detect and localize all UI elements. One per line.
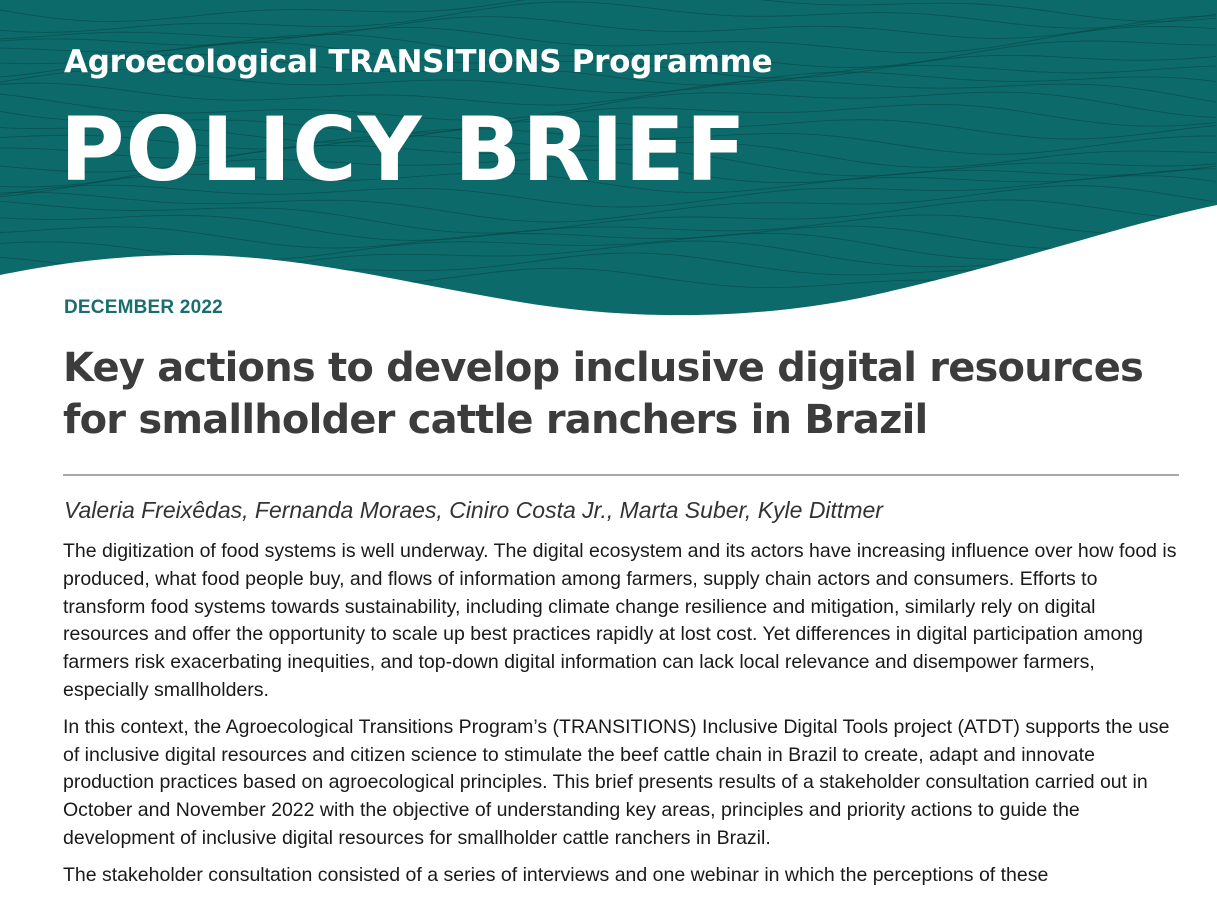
body-paragraph-2: In this context, the Agroecological Transitions Program’s (TRANSITIONS) Inclusive Digital Tools project (ATDT) supports the use of inclusive digital resources and citizen science to stimulate the beef cattle chain in Brazil to create, adapt and innovate production practices based on agroecological principles. This brief presents results of a stakeholder consultation carried out in October and November 2022 with the objective of understanding key areas, principles and priority actions to guide the development of inclusive digital resources for smallholder cattle ranchers in Brazil. (63, 715, 1170, 849)
divider (63, 474, 1179, 476)
policy-brief-title: POLICY BRIEF (60, 98, 747, 201)
publication-date: DECEMBER 2022 (64, 297, 223, 318)
body-paragraph-1: The digitization of food systems is well underway. The digital ecosystem and its actors have increasing influence over how food is produced, what food people buy, and flows of information among farmers, supply chain actors and consumers. Efforts to transform food systems towards sustainability, including climate change resilience and mitigation, similarly rely on digital resources and offer the opportunity to scale up best practices rapidly at lost cost. Yet differences in digital participation among farmers risk exacerbating inequities, and top-down digital information can lack local relevance and disempower farmers, especially smallholders. (63, 540, 1177, 701)
body-paragraph-3: The stakeholder consultation consisted of a series of interviews and one webinar in which the perceptions of these (63, 863, 1049, 886)
authors-line: Valeria Freixêdas, Fernanda Moraes, Ciniro Costa Jr., Marta Suber, Kyle Dittmer (64, 497, 883, 523)
programme-name: Agroecological TRANSITIONS Programme (64, 44, 773, 80)
brief-headline: Key actions to develop inclusive digital resources for smallholder cattle ranchers in Brazil (63, 345, 1144, 443)
body-text (63, 538, 1183, 899)
